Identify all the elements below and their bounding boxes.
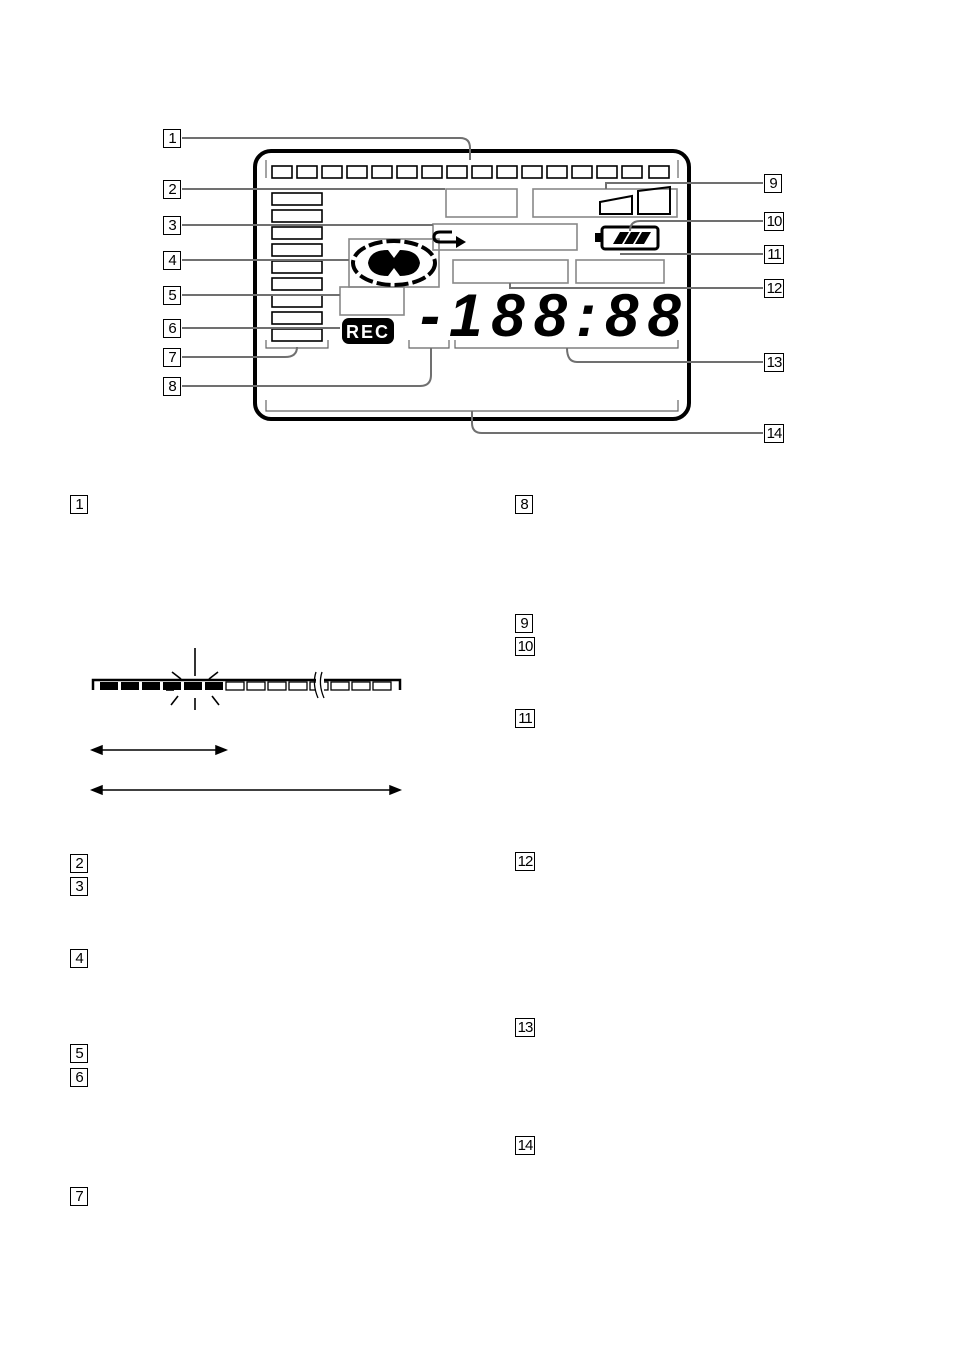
- legend-2: 2: [70, 854, 88, 873]
- legend-9: 9: [515, 614, 533, 633]
- callout-12: 12: [764, 279, 784, 298]
- callout-8: 8: [163, 377, 181, 396]
- legend-7: 7: [70, 1187, 88, 1206]
- legend-3: 3: [70, 877, 88, 896]
- callout-9: 9: [764, 174, 782, 193]
- disc-icon: [353, 241, 435, 285]
- callout-2: 2: [163, 180, 181, 199]
- callout-3: 3: [163, 216, 181, 235]
- meter-example: [92, 648, 400, 794]
- legend-10: 10: [515, 637, 535, 656]
- legend-12: 12: [515, 852, 535, 871]
- legend-14: 14: [515, 1136, 535, 1155]
- legend-4: 4: [70, 949, 88, 968]
- callout-6: 6: [163, 319, 181, 338]
- callout-11: 11: [764, 245, 784, 264]
- legend-11: 11: [515, 709, 535, 728]
- legend-8: 8: [515, 495, 533, 514]
- callout-1: 1: [163, 129, 181, 148]
- level-meter-top: [266, 160, 678, 178]
- callout-4: 4: [163, 251, 181, 270]
- legend-13: 13: [515, 1018, 535, 1037]
- readout-brackets: [266, 340, 678, 411]
- rec-indicator: [342, 318, 394, 344]
- legend-1: 1: [70, 495, 88, 514]
- callout-13: 13: [764, 353, 784, 372]
- callout-5: 5: [163, 286, 181, 305]
- signal-bars-icon: [600, 187, 670, 214]
- callout-14: 14: [764, 424, 784, 443]
- left-segment-column: [272, 193, 322, 341]
- legend-5: 5: [70, 1044, 88, 1063]
- callout-10: 10: [764, 212, 784, 231]
- rec-label: REC: [345, 322, 391, 342]
- legend-6: 6: [70, 1068, 88, 1087]
- battery-icon: [595, 227, 658, 249]
- callout-7: 7: [163, 348, 181, 367]
- time-readout: -188:88: [420, 282, 690, 349]
